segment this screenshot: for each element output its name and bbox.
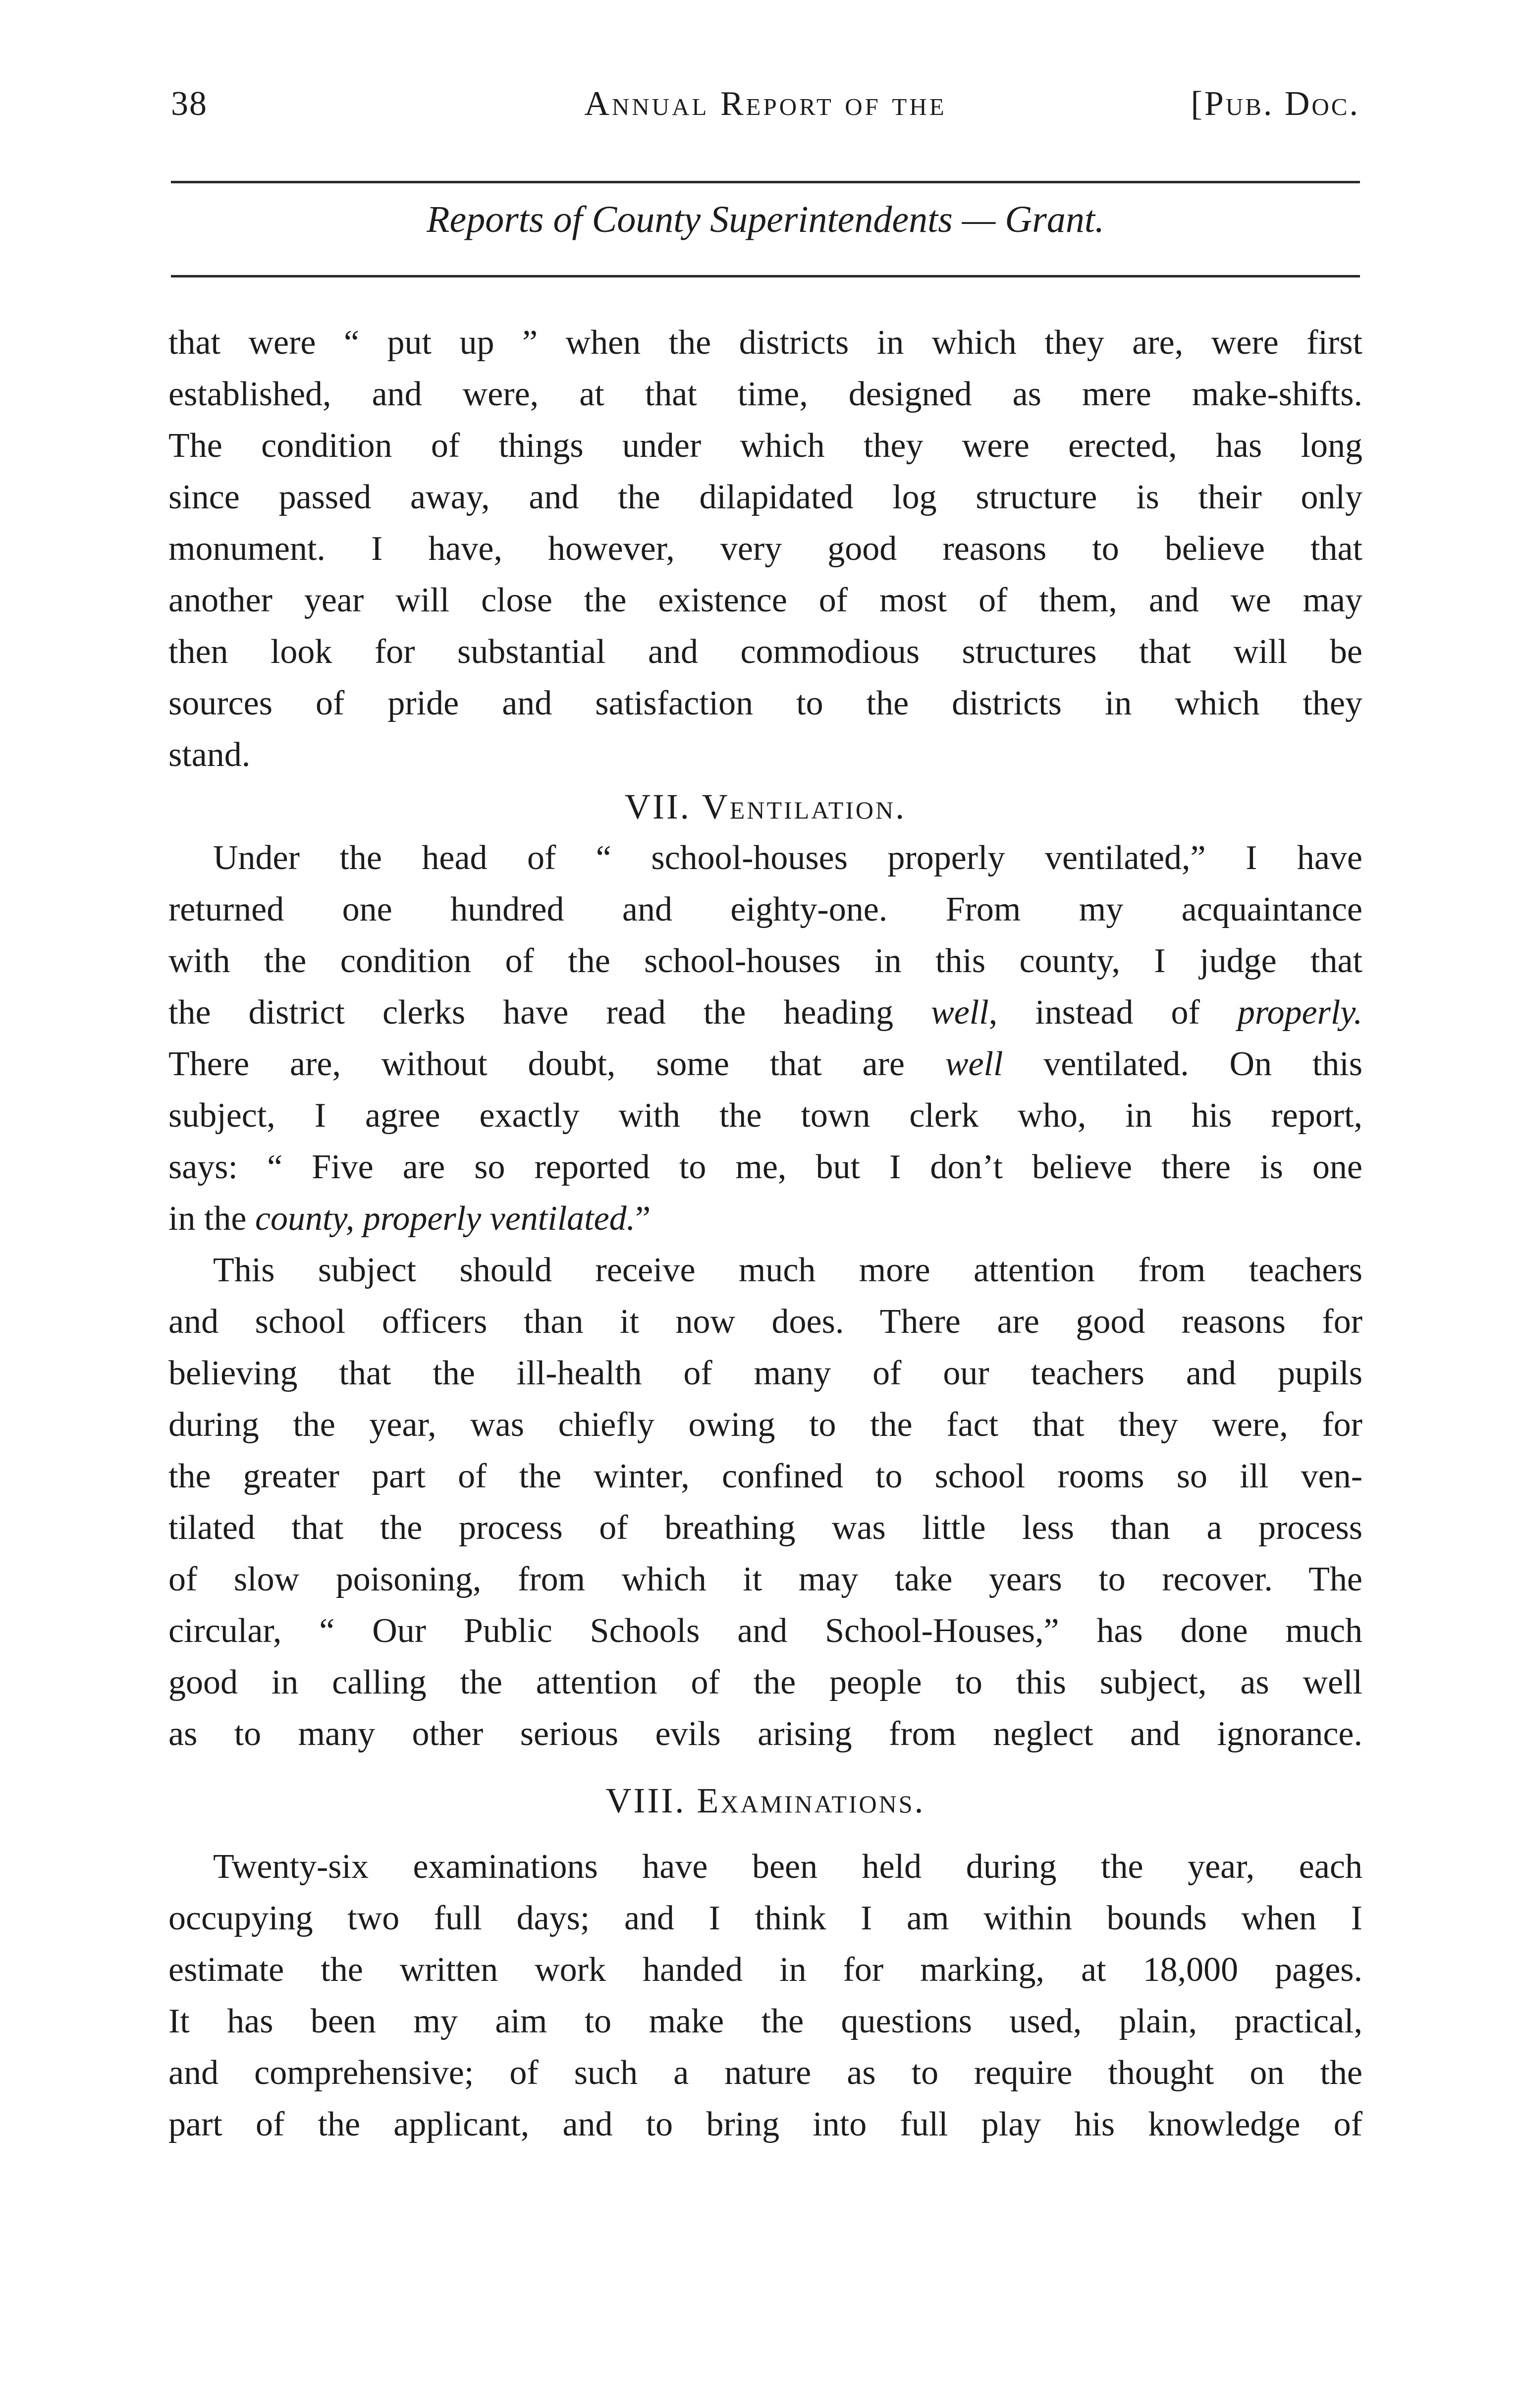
section-heading-viii (168, 1775, 1362, 1826)
text-line: the district clerks have read the heading well, instead of properly. (168, 993, 1362, 1032)
text-line: stand. (168, 736, 251, 774)
section-title: Ventilation. (702, 787, 907, 826)
text-line: then look for substantial and commodious structures that will be (168, 633, 1362, 671)
text-line: occupying two full days; and I think I am within bounds when I (168, 1899, 1362, 1937)
section-numeral: VIII. (605, 1781, 686, 1820)
header-rule-bottom (171, 275, 1360, 277)
running-head-title: Annual Report of the (584, 85, 947, 123)
running-head (171, 74, 1360, 124)
text-line: in the county, properly ventilated.” (168, 1200, 651, 1238)
text-line: established, and were, at that time, designed as mere make-shifts. (168, 375, 1362, 413)
text-line: monument. I have, however, very good reasons to believe that (168, 530, 1362, 568)
text-line: Under the head of “ school-houses properly ventilated,” I have (213, 839, 1362, 877)
text-line: since passed away, and the dilapidated log structure is their only (168, 478, 1362, 516)
text-line: There are, without doubt, some that are well ventilated. On this (168, 1045, 1362, 1083)
text-line: the greater part of the winter, confined to school rooms so ill ven- (168, 1457, 1362, 1495)
text-line: estimate the written work handed in for marking, at 18,000 pages. (168, 1951, 1362, 1989)
text-line: This subject should receive much more attention from teachers (213, 1251, 1362, 1289)
section-subhead: Reports of County Superintendents — Grant. (427, 199, 1104, 240)
text-line: another year will close the existence of most of them, and we may (168, 581, 1362, 619)
page-number: 38 (171, 85, 208, 123)
section-title: Examinations. (697, 1781, 925, 1820)
italic-phrase: county, properly ventilated. (255, 1200, 636, 1238)
text-line: good in calling the attention of the people to this subject, as well (168, 1663, 1362, 1701)
text-line: of slow poisoning, from which it may take years to recover. The (168, 1560, 1362, 1598)
text-line: The condition of things under which they were erected, has long (168, 427, 1362, 465)
text-line: as to many other serious evils arising from neglect and ignorance. (168, 1715, 1362, 1753)
text-line: and comprehensive; of such a nature as to require thought on the (168, 2054, 1362, 2092)
body-text (168, 317, 1362, 2150)
text-line: during the year, was chiefly owing to the fact that they were, for (168, 1406, 1362, 1444)
text-line: returned one hundred and eighty-one. From my acquaintance (168, 890, 1362, 929)
section-numeral: VII. (624, 787, 691, 826)
doc-label: [Pub. Doc. (1191, 85, 1360, 123)
text-line: says: “ Five are so reported to me, but I don’t believe there is one (168, 1148, 1362, 1186)
text-line: sources of pride and satisfaction to the districts in which they (168, 684, 1362, 722)
text-line: subject, I agree exactly with the town clerk who, in his report, (168, 1096, 1362, 1135)
italic-word: properly. (1237, 993, 1362, 1032)
header-rule-top (171, 181, 1360, 183)
text-line: tilated that the process of breathing was little less than a process (168, 1509, 1362, 1547)
text-line: circular, “ Our Public Schools and School-Houses,” has done much (168, 1612, 1362, 1650)
section-heading-vii (168, 781, 1362, 832)
text-line: with the condition of the school-houses in this county, I judge that (168, 942, 1362, 980)
italic-word: well (931, 993, 989, 1032)
text-line: It has been my aim to make the questions used, plain, practical, (168, 2002, 1362, 2040)
text-line: Twenty-six examinations have been held during the year, each (213, 1848, 1362, 1886)
text-line: and school officers than it now does. There are good reasons for (168, 1303, 1362, 1341)
text-line: part of the applicant, and to bring into full play his knowledge of (168, 2105, 1362, 2143)
text-line: believing that the ill-health of many of our teachers and pupils (168, 1354, 1362, 1392)
italic-word: well (945, 1045, 1003, 1083)
text-line: that were “ put up ” when the districts in which they are, were first (168, 324, 1362, 362)
